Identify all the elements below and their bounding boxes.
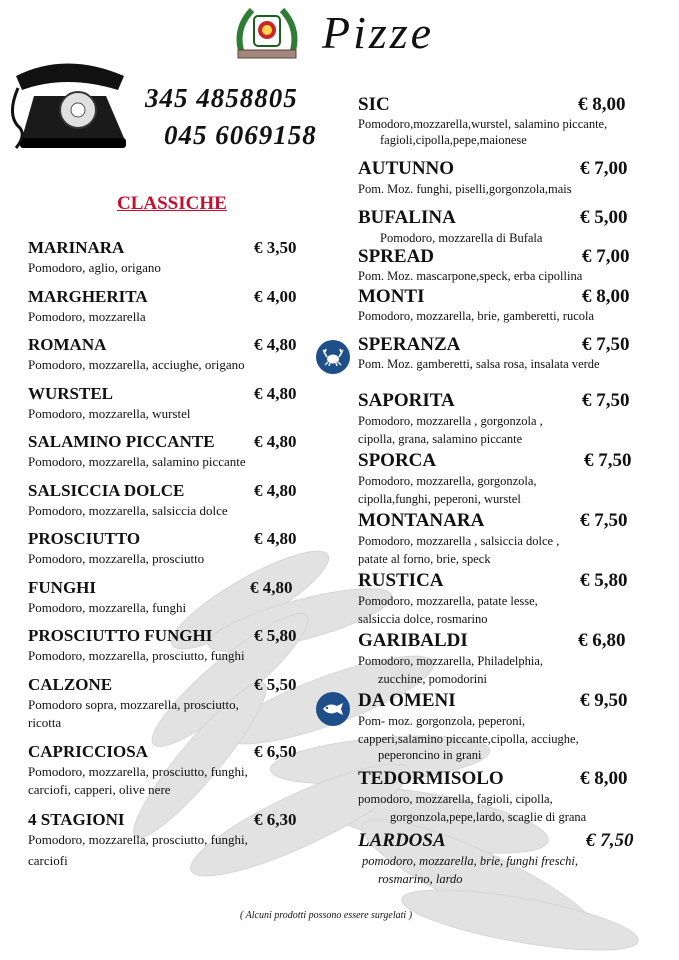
item-name: PROSCIUTTO FUNGHI — [28, 626, 213, 645]
item-desc: pomodoro, mozzarella, fagioli, cipolla, — [358, 792, 553, 806]
crab-icon — [316, 340, 350, 374]
item-desc: zucchine, pomodorini — [378, 672, 487, 686]
item-desc: Pomodoro, aglio, origano — [28, 260, 161, 275]
item-price: € 7,50 — [580, 510, 628, 531]
item-price: € 4,80 — [254, 529, 297, 548]
item-name: MONTANARA — [358, 510, 485, 531]
item-desc: Pomodoro, mozzarella, gorgonzola, — [358, 474, 537, 488]
page-title: Pizze — [322, 7, 435, 58]
item-price: € 5,50 — [254, 675, 297, 694]
item-price: € 4,80 — [254, 432, 297, 451]
item-desc: Pomodoro sopra, mozzarella, prosciutto, — [28, 697, 239, 712]
telephone-icon — [6, 56, 130, 156]
item-price: € 4,00 — [254, 287, 297, 306]
item-name: MONTI — [358, 286, 425, 307]
item-name: SPORCA — [358, 450, 437, 471]
item-desc: capperi,salamino piccante,cipolla, acciughe, — [358, 732, 579, 746]
item-price: € 7,50 — [584, 450, 632, 471]
item-price: € 6,80 — [578, 630, 626, 651]
item-price: € 4,80 — [250, 578, 293, 597]
item-desc: Pom. Moz. mascarpone,speck, erba cipollina — [358, 269, 583, 283]
item-desc: rosmarino, lardo — [378, 872, 463, 886]
item-name: GARIBALDI — [358, 630, 468, 651]
item-desc: carciofi — [28, 853, 68, 868]
item-name: SALSICCIA DOLCE — [28, 481, 185, 500]
item-desc: ricotta — [28, 715, 62, 730]
item-price: € 3,50 — [254, 238, 297, 257]
item-name: 4 STAGIONI — [28, 810, 125, 829]
item-price: € 7,00 — [580, 158, 628, 179]
item-desc: Pomodoro, mozzarella, prosciutto, funghi, — [28, 764, 248, 779]
item-desc: Pomodoro, mozzarella — [28, 309, 146, 324]
item-price: € 4,80 — [254, 335, 297, 354]
item-desc: Pomodoro, mozzarella , salsiccia dolce , — [358, 534, 560, 548]
item-desc: salsiccia dolce, rosmarino — [358, 612, 488, 626]
item-desc: Pomodoro, mozzarella, salamino piccante — [28, 454, 246, 469]
item-desc: peperoncino in grani — [378, 748, 482, 762]
item-name: MARGHERITA — [28, 287, 148, 306]
item-desc: Pomodoro, mozzarella, Philadelphia, — [358, 654, 544, 668]
item-name: SALAMINO PICCANTE — [28, 432, 215, 451]
item-name: LARDOSA — [358, 830, 446, 851]
item-price: € 8,00 — [580, 768, 628, 789]
item-price: € 8,00 — [582, 286, 630, 307]
item-name: SPERANZA — [358, 334, 461, 355]
item-desc: Pomodoro,mozzarella,wurstel, salamino piccante, — [358, 117, 608, 131]
item-desc: cipolla, grana, salamino piccante — [358, 432, 523, 446]
item-desc: Pomodoro, mozzarella, patate lesse, — [358, 594, 538, 608]
item-desc: Pomodoro, mozzarella, wurstel — [28, 406, 191, 421]
item-desc: cipolla,funghi, peperoni, wurstel — [358, 492, 521, 506]
item-desc: Pomodoro, mozzarella, prosciutto, funghi, — [28, 832, 248, 847]
item-price: € 8,00 — [578, 94, 626, 115]
section-title-classiche: CLASSICHE — [117, 193, 227, 214]
footer-note: ( Alcuni prodotti possono essere surgelati ) — [240, 910, 413, 921]
item-desc: Pom. Moz. funghi, piselli,gorgonzola,mais — [358, 182, 572, 196]
item-desc: Pomodoro, mozzarella di Bufala — [380, 231, 543, 245]
item-name: MARINARA — [28, 238, 125, 257]
item-name: CALZONE — [28, 675, 113, 694]
item-desc: Pom- moz. gorgonzola, peperoni, — [358, 714, 526, 728]
item-name: BUFALINA — [358, 207, 456, 228]
item-price: € 4,80 — [254, 384, 297, 403]
item-price: € 4,80 — [254, 481, 297, 500]
item-name: AUTUNNO — [358, 158, 455, 179]
item-name: TEDORMISOLO — [358, 768, 504, 789]
item-price: € 6,50 — [254, 742, 297, 761]
item-desc: carciofi, capperi, olive nere — [28, 782, 171, 797]
item-desc: fagioli,cipolla,pepe,maionese — [380, 133, 527, 147]
item-name: WURSTEL — [28, 384, 114, 403]
item-name: SAPORITA — [358, 390, 455, 411]
item-name: CAPRICCIOSA — [28, 742, 148, 761]
item-desc: Pomodoro, mozzarella, funghi — [28, 600, 187, 615]
fish-icon — [316, 692, 350, 726]
item-desc: pomodoro, mozzarella, brie, funghi freschi, — [362, 854, 578, 868]
item-name: PROSCIUTTO — [28, 529, 141, 548]
restaurant-logo — [232, 4, 302, 62]
item-desc: Pomodoro, mozzarella , gorgonzola , — [358, 414, 543, 428]
item-desc: patate al forno, brie, speck — [358, 552, 491, 566]
item-desc: Pomodoro, mozzarella, brie, gamberetti, rucola — [358, 309, 595, 323]
item-price: € 7,00 — [582, 246, 630, 267]
item-name: DA OMENI — [358, 690, 456, 711]
item-price: € 7,50 — [582, 334, 630, 355]
item-price: € 5,00 — [580, 207, 628, 228]
phone-number-2[interactable]: 045 6069158 — [164, 120, 317, 150]
item-price: € 5,80 — [254, 626, 297, 645]
item-desc: Pomodoro, mozzarella, prosciutto, funghi — [28, 648, 245, 663]
item-desc: Pomodoro, mozzarella, acciughe, origano — [28, 357, 245, 372]
phone-number-1[interactable]: 345 4858805 — [145, 83, 298, 113]
item-name: RUSTICA — [358, 570, 444, 591]
item-desc: Pom. Moz. gamberetti, salsa rosa, insalata verde — [358, 357, 600, 371]
item-desc: Pomodoro, mozzarella, salsiccia dolce — [28, 503, 228, 518]
item-price: € 7,50 — [586, 830, 634, 851]
item-desc: gorgonzola,pepe,lardo, scaglie di grana — [390, 810, 587, 824]
item-name: SPREAD — [358, 246, 435, 267]
item-name: FUNGHI — [28, 578, 96, 597]
item-desc: Pomodoro, mozzarella, prosciutto — [28, 551, 205, 566]
item-price: € 9,50 — [580, 690, 628, 711]
item-price: € 5,80 — [580, 570, 628, 591]
item-name: ROMANA — [28, 335, 107, 354]
item-price: € 6,30 — [254, 810, 297, 829]
item-name: SIC — [358, 94, 390, 115]
item-price: € 7,50 — [582, 390, 630, 411]
